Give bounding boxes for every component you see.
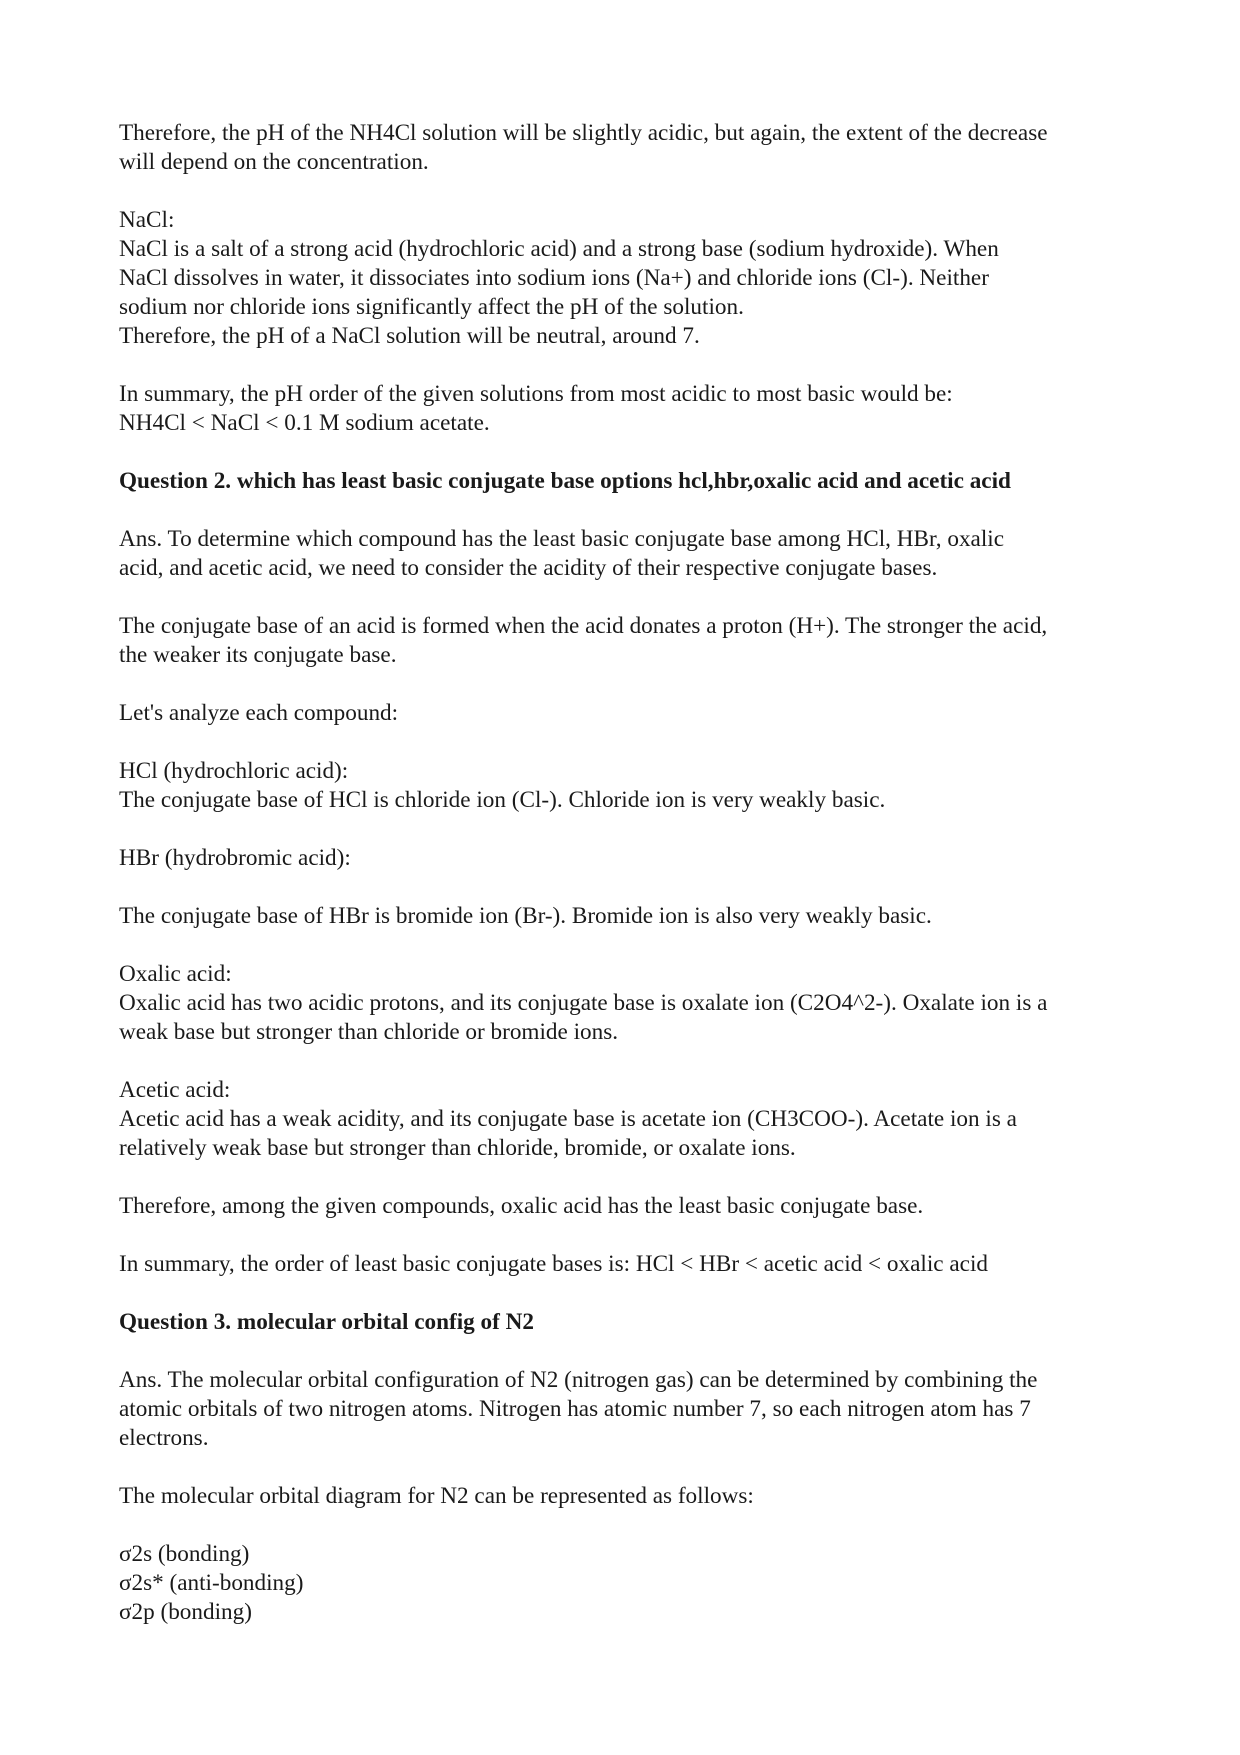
blank-line (119, 728, 1129, 757)
blank-line (119, 496, 1129, 525)
blank-line (119, 177, 1129, 206)
paragraph-line: Therefore, the pH of a NaCl solution will be neutral, around 7. (119, 323, 700, 349)
blank-line (119, 1163, 1129, 1192)
paragraph-line: In summary, the pH order of the given solutions from most acidic to most basic would be: (119, 381, 953, 407)
blank-line (119, 1511, 1129, 1540)
paragraph-line: Ans. To determine which compound has the least basic conjugate base among HCl, HBr, oxalic (119, 526, 1005, 552)
paragraph-line: Oxalic acid has two acidic protons, and its conjugate base is oxalate ion (C2O4^2-). Oxalate ion is a (119, 990, 1048, 1016)
paragraph-line: NaCl is a salt of a strong acid (hydrochloric acid) and a strong base (sodium hydroxide). When (119, 236, 999, 262)
paragraph-line: The conjugate base of HBr is bromide ion (Br-). Bromide ion is also very weakly basic. (119, 903, 932, 929)
blank-line (119, 438, 1129, 467)
paragraph-line: electrons. (119, 1425, 209, 1451)
orbital-list-item: σ2s (bonding) (119, 1541, 250, 1567)
paragraph-line: NH4Cl < NaCl < 0.1 M sodium acetate. (119, 410, 490, 436)
paragraph-line: the weaker its conjugate base. (119, 642, 397, 668)
section-label: NaCl: (119, 207, 175, 233)
document-page (119, 119, 1129, 1627)
paragraph-line: The conjugate base of HCl is chloride ion (Cl-). Chloride ion is very weakly basic. (119, 787, 886, 813)
blank-line (119, 1047, 1129, 1076)
paragraph-line: sodium nor chloride ions significantly affect the pH of the solution. (119, 294, 744, 320)
paragraph-line: Therefore, the pH of the NH4Cl solution will be slightly acidic, but again, the extent of the decrease (119, 120, 1048, 146)
blank-line (119, 931, 1129, 960)
question-2-heading: Question 2. which has least basic conjugate base options hcl,hbr,oxalic acid and acetic acid (119, 468, 1011, 494)
paragraph-line: weak base but stronger than chloride or bromide ions. (119, 1019, 619, 1045)
blank-line (119, 815, 1129, 844)
section-label: HBr (hydrobromic acid): (119, 845, 351, 871)
blank-line (119, 1453, 1129, 1482)
blank-line (119, 670, 1129, 699)
paragraph-line: acid, and acetic acid, we need to consider the acidity of their respective conjugate bases. (119, 555, 938, 581)
section-label: Acetic acid: (119, 1077, 231, 1103)
paragraph-line: Let's analyze each compound: (119, 700, 399, 726)
section-label: HCl (hydrochloric acid): (119, 758, 349, 784)
paragraph-line: The molecular orbital diagram for N2 can be represented as follows: (119, 1483, 754, 1509)
paragraph-line: relatively weak base but stronger than chloride, bromide, or oxalate ions. (119, 1135, 796, 1161)
blank-line (119, 583, 1129, 612)
paragraph-line: Acetic acid has a weak acidity, and its conjugate base is acetate ion (CH3COO-). Acetate ion is a (119, 1106, 1017, 1132)
paragraph-line: NaCl dissolves in water, it dissociates into sodium ions (Na+) and chloride ions (Cl-). Neither (119, 265, 989, 291)
blank-line (119, 1221, 1129, 1250)
orbital-list-item: σ2p (bonding) (119, 1599, 252, 1625)
blank-line (119, 873, 1129, 902)
paragraph-line: Ans. The molecular orbital configuration of N2 (nitrogen gas) can be determined by combining the (119, 1367, 1038, 1393)
orbital-list-item: σ2s* (anti-bonding) (119, 1570, 304, 1596)
paragraph-line: The conjugate base of an acid is formed when the acid donates a proton (H+). The stronger the acid, (119, 613, 1048, 639)
blank-line (119, 1337, 1129, 1366)
paragraph-line: atomic orbitals of two nitrogen atoms. Nitrogen has atomic number 7, so each nitrogen atom has 7 (119, 1396, 1031, 1422)
paragraph-line: will depend on the concentration. (119, 149, 429, 175)
paragraph-line: In summary, the order of least basic conjugate bases is: HCl < HBr < acetic acid < oxalic acid (119, 1251, 988, 1277)
blank-line (119, 351, 1129, 380)
question-3-heading: Question 3. molecular orbital config of N2 (119, 1309, 534, 1335)
paragraph-line: Therefore, among the given compounds, oxalic acid has the least basic conjugate base. (119, 1193, 924, 1219)
section-label: Oxalic acid: (119, 961, 232, 987)
blank-line (119, 1279, 1129, 1308)
